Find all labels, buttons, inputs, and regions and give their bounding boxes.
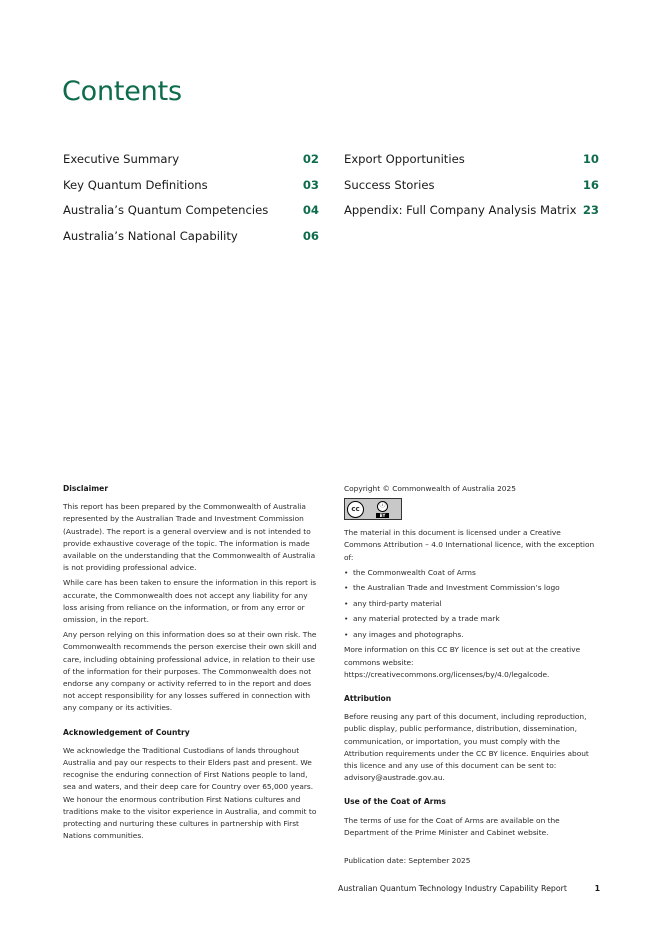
- attribution-text: Before reusing any part of this document, including reproduction, public display, public performance, distribution, dissemination, communication, or importation, you must comply with the Attribution requirements under the CC BY licence. Enquiries about this licence and any use of this document can be sent to: advisory@austrade.gov.au.: [344, 712, 589, 783]
- toc-entry[interactable]: [63, 203, 319, 229]
- toc-entry[interactable]: [63, 178, 319, 204]
- toc-right-column: [344, 152, 599, 229]
- list-item: • the Commonwealth Coat of Arms: [344, 567, 600, 579]
- coat-of-arms-text: The terms of use for the Coat of Arms are available on the Department of the Prime Minister and Cabinet website.: [344, 815, 560, 837]
- legal-right-column: [344, 483, 600, 870]
- toc-entry-label: Executive Summary: [63, 152, 180, 166]
- toc-entry-label: Appendix: Full Company Analysis Matrix: [344, 203, 577, 218]
- toc-entry-label: Australia’s Quantum Competencies: [63, 203, 269, 218]
- toc-entry[interactable]: [344, 178, 599, 204]
- publication-date: Publication date: September 2025: [344, 855, 471, 865]
- list-item: • any images and photographs.: [344, 629, 600, 641]
- toc-entry-label: Australia’s National Capability: [63, 228, 238, 243]
- attribution-heading: Attribution: [344, 693, 392, 703]
- acknowledgement-text: We acknowledge the Traditional Custodians of lands throughout Australia and pay our respects to their Elders past and present. We recognise the enduring connection of First Nations people to land, sea and waters, and their deep care for Country over 65,000 years. We honour the enormous contribution First Nations cultures and traditions make to the visitor experience in Australia, and commit to protecting and nurturing these cultures in partnership with First Nations communities.: [63, 745, 317, 841]
- toc-left-column: [63, 152, 319, 254]
- cc-by-label: BY: [376, 513, 390, 518]
- licence-text: The material in this document is licensed under a Creative Commons Attribution – 4.0 International licence, with the exception of:: [344, 528, 595, 562]
- toc-entry[interactable]: [63, 229, 319, 255]
- list-item: • the Australian Trade and Investment Commission’s logo: [344, 582, 600, 594]
- toc-entry-label: Export Opportunities: [344, 152, 465, 166]
- licence-more-info: More information on this CC BY licence is set out at the creative commons website: https://creativecommons.org/licenses/by/4.0/legalcode.: [344, 645, 581, 679]
- toc-entry[interactable]: [344, 152, 599, 178]
- disclaimer-heading: Disclaimer: [63, 484, 109, 493]
- toc-entry-page: 02: [302, 152, 319, 166]
- toc-entry[interactable]: [63, 152, 319, 178]
- list-item: • any third-party material: [344, 598, 600, 610]
- licence-exceptions-list: [344, 567, 600, 641]
- toc-entry-page: 04: [302, 203, 319, 218]
- disclaimer-paragraph: Any person relying on this information does so at their own risk. The Commonwealth recommends the person exercise their own skill and care, including obtaining professional advice, in relation to their use of the information for their purposes. The Commonwealth does not endorse any company or activity referred to in the report and does not accept responsibility for any losses suffered in connection with any company or its activities.: [63, 630, 317, 713]
- toc-entry-page: 23: [582, 203, 599, 218]
- toc-entry-page: 06: [302, 228, 319, 243]
- legal-left-column: [63, 483, 319, 845]
- disclaimer-paragraph: While care has been taken to ensure the information in this report is accurate, the Commonwealth does not accept any liability for any loss arising from reliance on the information, or from any error or omission, in the report.: [63, 578, 317, 625]
- toc-entry-page: 10: [582, 152, 599, 166]
- cc-by-license-badge: [344, 498, 402, 520]
- disclaimer-paragraph: This report has been prepared by the Commonwealth of Australia represented by the Australian Trade and Investment Commission (Austrade). The report is a general overview and is not intended to provide exhaustive coverage of the topic. The information is made available on the understanding that the Commonwealth of Australia is not providing professional advice.: [63, 502, 316, 573]
- toc-entry-label: Success Stories: [344, 177, 435, 192]
- toc-entry[interactable]: [344, 203, 599, 229]
- coat-of-arms-heading: Use of the Coat of Arms: [344, 797, 446, 807]
- toc-entry-label: Key Quantum Definitions: [63, 177, 208, 192]
- attribution-person-icon: ⓘ: [377, 501, 388, 512]
- page-footer: [338, 884, 600, 893]
- list-item: • any material protected by a trade mark: [344, 613, 600, 625]
- toc-entry-page: 16: [582, 177, 599, 192]
- page-title: Contents: [62, 76, 182, 107]
- toc-entry-page: 03: [302, 177, 319, 192]
- footer-page-number: 1: [594, 884, 600, 893]
- acknowledgement-heading: Acknowledgement of Country: [63, 727, 190, 737]
- copyright-line: Copyright © Commonwealth of Australia 2025: [344, 484, 516, 493]
- creative-commons-icon: cc: [347, 501, 364, 518]
- footer-report-title: Australian Quantum Technology Industry Capability Report: [338, 884, 567, 893]
